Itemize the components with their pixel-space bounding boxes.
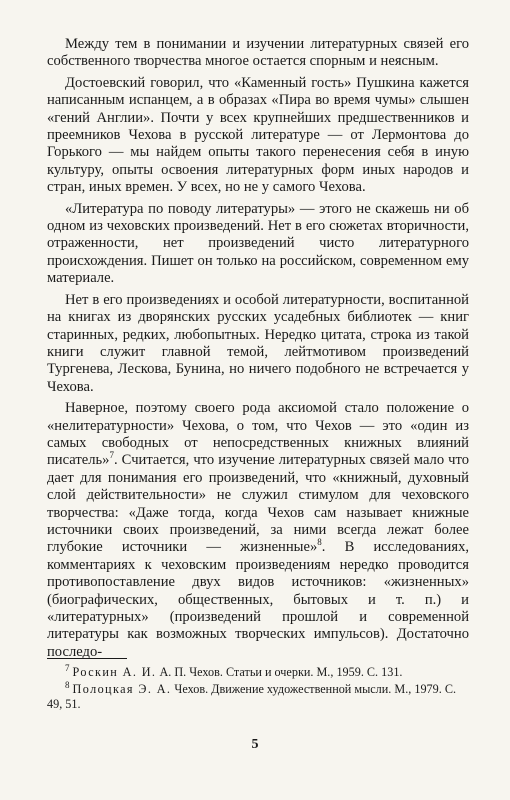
- footnote-7: [47, 662, 469, 680]
- footnote-ref-8: 8: [317, 537, 322, 548]
- paragraph-2: [47, 75, 469, 197]
- footnote-divider: [47, 658, 127, 659]
- footnote-text: Чехов. Движение художественной мысли. М., 1979. С. 49, 51.: [47, 681, 457, 711]
- paragraph-3: [47, 201, 469, 288]
- paragraph-text: . В исследованиях, комментариях к чеховским произведениям нередко проводится противопоставление двух видов источников: «жизненных» (биографических, общественных, бытовых и т. п.) и «литературных» (произведений прошлой и современной литературы как возможных творческих импульсов). Достаточно последо-: [47, 539, 470, 660]
- footnote-number: 8: [65, 679, 70, 690]
- paragraph-5: [47, 400, 469, 661]
- paragraph-text: Нет в его произведениях и особой литературности, воспитанной на книгах из дворянских русских усадебных библиотек — книг старинных, редких, любопытных. Нередко цитата, строка из такой книги служит главной темой, лейтмотивом произведений Тургенева, Лескова, Бунина, но ничего подобного не встречается у Чехова.: [47, 291, 469, 395]
- paragraph-text: Между тем в понимании и изучении литературных связей его собственного творчества многое остается спорным и неясным.: [47, 36, 469, 70]
- footnote-number: 7: [65, 662, 70, 673]
- footnotes: [47, 662, 469, 713]
- footnote-author: Роскин А. И.: [72, 665, 157, 679]
- main-text: [47, 36, 469, 665]
- paragraph-4: [47, 292, 469, 396]
- footnote-author: Полоцкая Э. А.: [72, 681, 172, 696]
- footnote-text: А. П. Чехов. Статьи и очерки. М., 1959. С. 131.: [156, 665, 403, 679]
- paragraph-text: «Литература по поводу литературы» — этого не скажешь ни об одном из чеховских произведений. Нет в его сюжетах вторичности, отраженности, нет произведений чисто литературного происхождения. Пишет он только на российском, современном ему материале.: [47, 200, 469, 287]
- paragraph-1: [47, 36, 469, 71]
- paragraph-text: Наверное, поэтому своего рода аксиомой стало положение о «нелитературности» Чехова, о том, что Чехов — это «один из самых свободных от непосредственных книжных влияний писатель»: [47, 400, 469, 469]
- paragraph-text: Достоевский говорил, что «Каменный гость» Пушкина кажется написанным испанцем, а в образах «Пира во время чумы» слышен «гений Англии». Почти у всех крупнейших предшественников и преемников Чехова в русской литературе — от Лермонтова до Горького — мы найдем опыты такого перенесения себя в иную культуру, опыты освоения литературных форм иных народов и стран, иных времен. У всех, но не у самого Чехова.: [47, 74, 469, 196]
- page-number: 5: [251, 737, 259, 752]
- footnote-ref-7: 7: [109, 450, 114, 461]
- paragraph-text: . Считается, что изучение литературных связей мало что дает для понимания его произведений, что «книжный, духовный слой действительности» не служил стимулом для чеховского творчества: «Даже тогда, когда Чехов сам называет книжные источники своих произведений, за ними всегда лежат более глубокие источники — жизненные»: [47, 452, 469, 556]
- footnote-8: [47, 679, 469, 712]
